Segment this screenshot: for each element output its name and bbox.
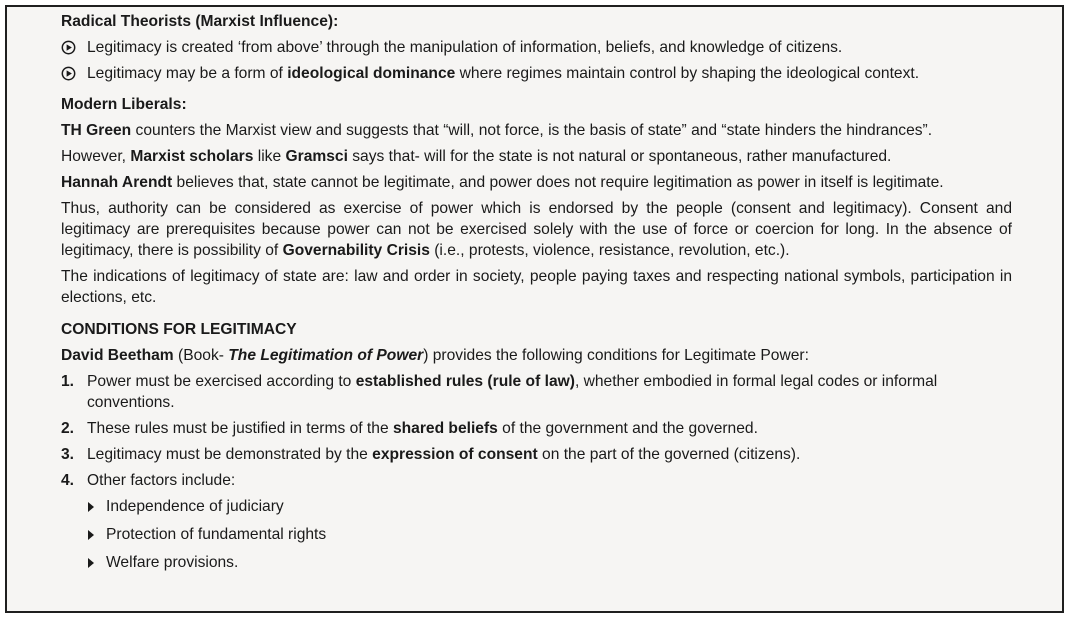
item-number: 4. [61, 472, 75, 489]
item-text: , whether embodied in formal legal codes or informal conventions. [87, 373, 938, 411]
triangle-right-icon [88, 530, 94, 540]
item-text: Legitimacy must be demonstrated by the [87, 446, 373, 463]
play-circle-icon [61, 66, 76, 81]
document-page [5, 5, 1064, 613]
paragraph-text: However, [61, 148, 131, 165]
sub-item-text: Protection of fundamental rights [106, 526, 327, 543]
play-circle-icon [61, 40, 76, 55]
item-number: 1. [61, 373, 75, 390]
condition-item-4 [61, 470, 1012, 491]
liberals-heading: Modern Liberals: [61, 96, 187, 113]
item-bold: shared beliefs [392, 420, 498, 437]
condition-item-2 [61, 418, 1012, 439]
item-number: 3. [61, 446, 75, 463]
item-text: of the government and the governed. [497, 420, 758, 437]
item-text: Other factors include: [87, 472, 236, 489]
paragraph-text: ) provides the following conditions for Legitimate Power: [423, 347, 809, 364]
item-bold: expression of consent [372, 446, 538, 463]
liberals-paragraph-5: The indications of legitimacy of state are: law and order in society, people paying taxes and respecting national symbols, participation in elections, etc. [61, 268, 1012, 306]
triangle-right-icon [88, 558, 94, 568]
gramsci: Gramsci [285, 148, 348, 165]
marxist-scholars: Marxist scholars [130, 148, 254, 165]
bullet-text-pre: Legitimacy may be a form of [87, 65, 288, 82]
sub-item-1 [61, 496, 1012, 517]
paragraph-text: (i.e., protests, violence, resistance, revolution, etc.). [429, 242, 790, 259]
document-content [61, 11, 1012, 580]
sub-item-2 [61, 524, 1012, 545]
bullet-text-bold: ideological dominance [287, 65, 456, 82]
radical-bullet-1 [61, 37, 1012, 58]
item-text: These rules must be justified in terms of the [87, 420, 393, 437]
conditions-heading: CONDITIONS FOR LEGITIMACY [61, 321, 297, 338]
condition-item-1 [61, 371, 1012, 413]
sub-item-3 [61, 552, 1012, 573]
liberals-paragraph-1 [61, 120, 1012, 141]
sub-item-text: Independence of judiciary [106, 498, 284, 515]
david-beetham: David Beetham [61, 347, 174, 364]
item-text: on the part of the governed (citizens). [537, 446, 801, 463]
triangle-right-icon [88, 502, 94, 512]
bullet-text: Legitimacy is created ‘from above’ through the manipulation of information, beliefs, and knowledge of citizens. [87, 39, 843, 56]
paragraph-text: counters the Marxist view and suggests that “will, not force, is the basis of state” and “state hinders the hindrances”. [131, 122, 933, 139]
sub-item-text: Welfare provisions. [106, 554, 239, 571]
paragraph-text: like [253, 148, 286, 165]
liberals-paragraph-3 [61, 172, 1012, 193]
liberals-paragraph-2 [61, 146, 1012, 167]
th-green: TH Green [61, 122, 132, 139]
radical-heading: Radical Theorists (Marxist Influence): [61, 13, 339, 30]
bullet-text-post: where regimes maintain control by shaping the ideological context. [455, 65, 920, 82]
conditions-intro [61, 345, 1012, 366]
radical-bullet-2 [61, 63, 1012, 84]
governability-crisis: Governability Crisis [282, 242, 430, 259]
item-text: Power must be exercised according to [87, 373, 356, 390]
paragraph-text: believes that, state cannot be legitimate, and power does not require legitimation as power in itself is legitimate. [172, 174, 944, 191]
paragraph-text: (Book- [173, 347, 229, 364]
liberals-paragraph-4 [61, 198, 1012, 261]
paragraph-text: says that- will for the state is not natural or spontaneous, rather manufactured. [347, 148, 892, 165]
book-title: The Legitimation of Power [228, 347, 424, 364]
paragraph-text: Thus, authority can be considered as exercise of power which is endorsed by the people (consent and legitimacy). Consent and legitimacy are prerequisites because power can not be exercised solely with the use of force or coercion for long. In the absence of legitimacy, there is possibility of [61, 200, 1012, 259]
item-number: 2. [61, 420, 75, 437]
hannah-arendt: Hannah Arendt [61, 174, 173, 191]
item-bold: established rules (rule of law) [355, 373, 575, 390]
condition-item-3 [61, 444, 1012, 465]
